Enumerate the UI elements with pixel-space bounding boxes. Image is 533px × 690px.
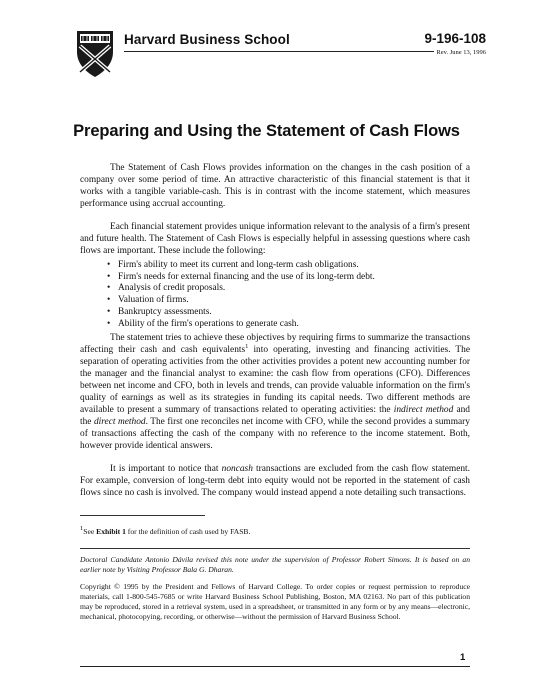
uses-list <box>80 260 470 330</box>
list-item: • Firm's needs for external financing and the use of its long-term debt. <box>107 271 375 282</box>
body-text <box>80 162 470 510</box>
bullet-icon: • <box>107 283 111 294</box>
bullet-icon: • <box>107 318 111 329</box>
document-header <box>76 28 486 88</box>
document-title: Preparing and Using the Statement of Cash Flows <box>73 122 460 140</box>
bullet-icon: • <box>107 306 111 317</box>
bullet-icon: • <box>107 295 111 306</box>
hbs-shield-logo-icon <box>76 30 114 78</box>
revision-date: Rev. June 13, 1996 <box>436 49 486 56</box>
exhibit-reference: Exhibit 1 <box>96 527 126 536</box>
indirect-method-term: indirect method <box>393 405 454 416</box>
footnote-ref[interactable]: 1 <box>245 343 249 351</box>
bullet-icon: • <box>107 271 111 282</box>
school-name: Harvard Business School <box>124 32 290 47</box>
paragraph-intro: The Statement of Cash Flows provides information on the changes in the cash position of a company over some period of time. An attractive characteristic of this financial statement is that it works with a tangible variable-cash. This is in contrast with the income statement, which measures performance using accrual accounting. <box>80 163 470 209</box>
copyright-notice: Copyright © 1995 by the President and Fellows of Harvard College. To order copies or request permission to reproduce materials, call 1-800-545-7685 or write Harvard Business School Publishing, Boston, MA 02163. No part of this publication may be reproduced, stored in a retrieval system, used in a spreadsheet, or transmitted in any form or by any means—electronic, mechanical, photocopying, recording, or otherwise—without the permission of Harvard Business School. <box>80 582 470 621</box>
page-number: 1 <box>460 652 466 663</box>
paragraph-objectives: The statement tries to achieve these objectives by requiring firms to summarize the transactions affecting their cash and cash equivalents$^1$ into operating, investing and financing activities. The separation of operating activities from the other activities provides a potent new accounting number for the manager and the financial analyst to examine: the cash flow from operations (CFO). Differences between net income and CFO, both in levels and trends, can provide valuable information on the firm's quality of earnings as well as its strategies in funding its capital needs. Two different methods are available to present a summary of transactions related to operating activities: the indirect method and the direct method. The first one reconciles net income with CFO, while the second provides a summary of transactions affecting the cash of the company with no reference to the income statement. Both, however provide identical answers. <box>80 333 470 452</box>
list-item: • Valuation of firms. <box>107 295 189 306</box>
list-item: • Ability of the firm's operations to generate cash. <box>107 318 299 329</box>
author-credit: Doctoral Candidate Antonio Dávila revised this note under the supervision of Professor Robert Simons. It is based on an earlier note by Visiting Professor Bala G. Dharan. <box>80 555 470 574</box>
direct-method-term: direct method <box>93 417 146 428</box>
noncash-term: noncash <box>221 464 253 475</box>
footnote: $^1$See Exhibit 1 for the definition of cash used by FASB. <box>80 525 251 536</box>
list-item: • Bankruptcy assessments. <box>107 306 212 317</box>
list-item: • Analysis of credit proposals. <box>107 283 226 294</box>
list-item: • Firm's ability to meet its current and long-term cash obligations. <box>107 260 359 270</box>
footnote-rule <box>80 515 205 516</box>
bullet-icon: • <box>107 260 111 270</box>
document-number: 9-196-108 <box>424 31 486 46</box>
page-bottom-rule <box>80 666 470 667</box>
paragraph-noncash: It is important to notice that noncash transactions are excluded from the cash flow statement. For example, conversion of long-term debt into equity would not be reported in the statement of cash flows since no cash is involved. The company would instead append a note detailing such transactions. <box>80 464 470 499</box>
header-rule <box>124 51 434 52</box>
credit-rule <box>80 548 470 549</box>
paragraph-uses: Each financial statement provides unique information relevant to the analysis of a firm's present and future health. The Statement of Cash Flows is especially helpful in assessing questions where cash flows are important. These include the following: <box>80 222 470 256</box>
